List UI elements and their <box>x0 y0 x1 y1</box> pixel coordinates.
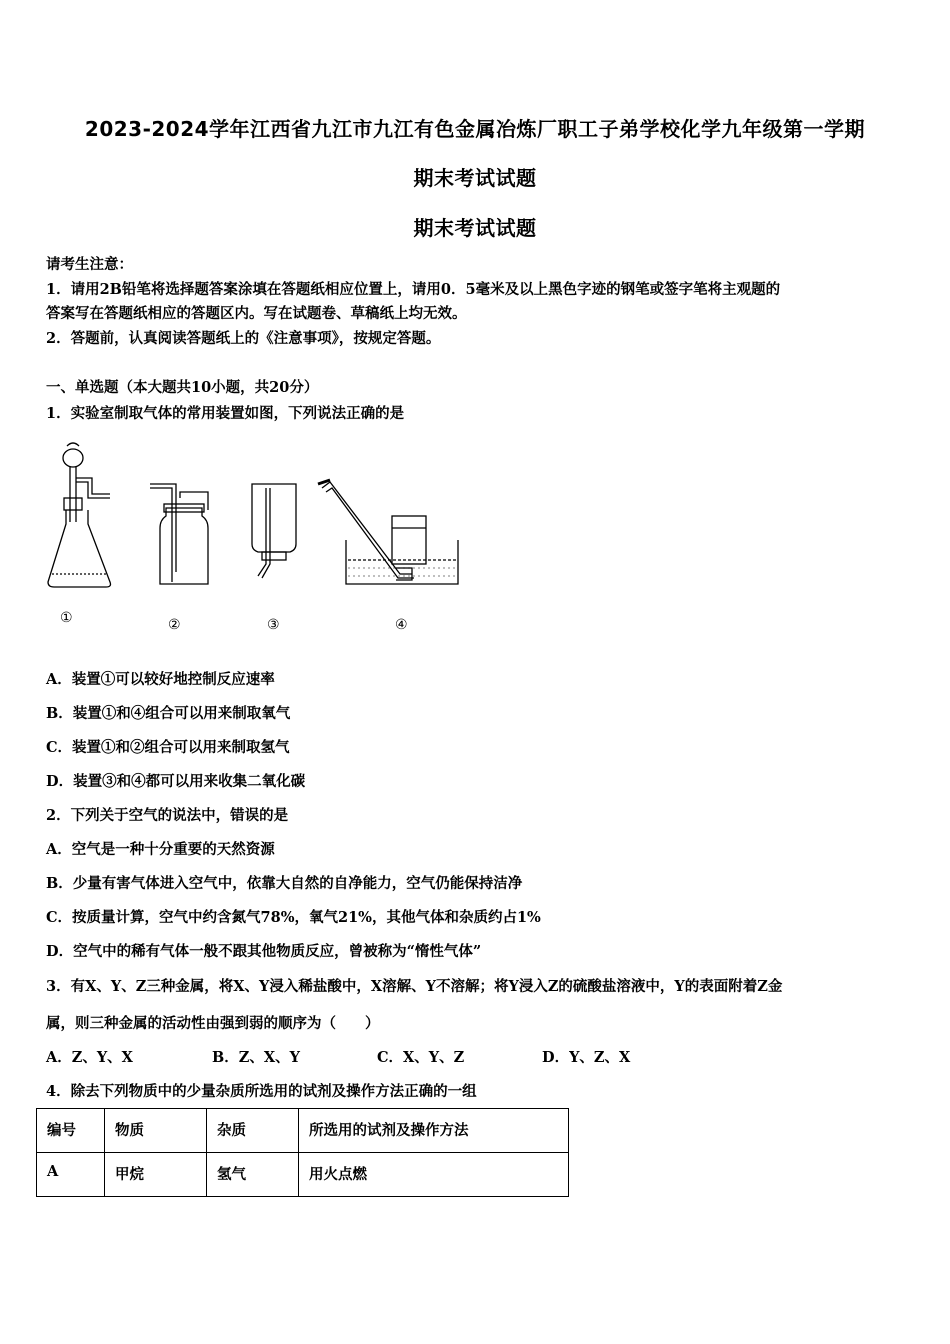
apparatus-label-4: ④ <box>395 617 408 633</box>
q1-option-a: A．装置①可以较好地控制反应速率 <box>46 671 275 688</box>
q3-option-a: A．Z、Y、X <box>46 1049 133 1066</box>
notice-item1-line1: 1．请用2B铅笔将选择题答案涂填在答题纸相应位置上，请用0．5毫米及以上黑色字迹的钢笔或签字笔将主观题的 <box>46 281 781 298</box>
exam-title-line2: 期末考试试题 <box>413 166 537 190</box>
exam-title-line1: 2023-2024学年江西省九江市九江有色金属冶炼厂职工子弟学校化学九年级第一学期 <box>84 117 866 141</box>
notice-item1-line2: 答案写在答题纸相应的答题区内。写在试题卷、草稿纸上均无效。 <box>46 305 467 322</box>
section-heading: 一、单选题（本大题共10小题，共20分） <box>46 379 319 396</box>
q3-option-b: B．Z、X、Y <box>212 1049 300 1066</box>
table-header-cell: 所选用的试剂及操作方法 <box>299 1109 569 1153</box>
apparatus-label-1: ① <box>60 610 73 626</box>
q1-option-b: B．装置①和④组合可以用来制取氧气 <box>46 705 291 722</box>
lab-apparatus-figure <box>40 432 480 642</box>
q2-option-d: D．空气中的稀有气体一般不跟其他物质反应，曾被称为“惰性气体” <box>46 943 482 960</box>
q3-option-d: D．Y、Z、X <box>542 1049 631 1066</box>
q1-stem: 1．实验室制取气体的常用装置如图，下列说法正确的是 <box>46 405 405 422</box>
table-header-cell: 物质 <box>105 1109 207 1153</box>
q2-option-c: C．按质量计算，空气中约含氮气78%，氧气21%，其他气体和杂质约占1% <box>46 909 541 926</box>
table-header-cell: 杂质 <box>207 1109 299 1153</box>
q2-stem: 2．下列关于空气的说法中，错误的是 <box>46 807 289 824</box>
notice-item2: 2．答题前，认真阅读答题纸上的《注意事项》，按规定答题。 <box>46 330 441 347</box>
table-header-cell: 编号 <box>37 1109 105 1153</box>
apparatus-label-3: ③ <box>267 617 280 633</box>
table-row <box>37 1153 569 1197</box>
apparatus-3-inverted-bottle <box>252 484 296 578</box>
q3-stem-line1: 3．有X、Y、Z三种金属，将X、Y浸入稀盐酸中，X溶解、Y不溶解；将Y浸入Z的硫酸盐溶液中，Y的表面附着Z金 <box>46 978 783 995</box>
notice-heading: 请考生注意： <box>46 256 133 273</box>
table-header-row <box>37 1109 569 1153</box>
table-cell: A <box>37 1153 105 1197</box>
apparatus-4-water-trough <box>318 480 458 584</box>
table-cell: 用火点燃 <box>299 1153 569 1197</box>
table-cell: 氢气 <box>207 1153 299 1197</box>
q2-option-a: A．空气是一种十分重要的天然资源 <box>46 841 275 858</box>
q4-table <box>36 1108 569 1197</box>
apparatus-1-flask-funnel <box>48 443 111 587</box>
q4-stem: 4．除去下列物质中的少量杂质所选用的试剂及操作方法正确的一组 <box>46 1083 477 1100</box>
exam-title-line3: 期末考试试题 <box>413 216 537 240</box>
table-cell: 甲烷 <box>105 1153 207 1197</box>
q1-option-c: C．装置①和②组合可以用来制取氢气 <box>46 739 290 756</box>
q1-option-d: D．装置③和④都可以用来收集二氧化碳 <box>46 773 306 790</box>
apparatus-2-washing-bottle <box>150 484 208 584</box>
q3-stem-line2: 属，则三种金属的活动性由强到弱的顺序为（ ） <box>46 1015 380 1032</box>
q3-option-c: C．X、Y、Z <box>377 1049 465 1066</box>
apparatus-label-2: ② <box>168 617 181 633</box>
q2-option-b: B．少量有害气体进入空气中，依靠大自然的自净能力，空气仍能保持洁净 <box>46 875 523 892</box>
